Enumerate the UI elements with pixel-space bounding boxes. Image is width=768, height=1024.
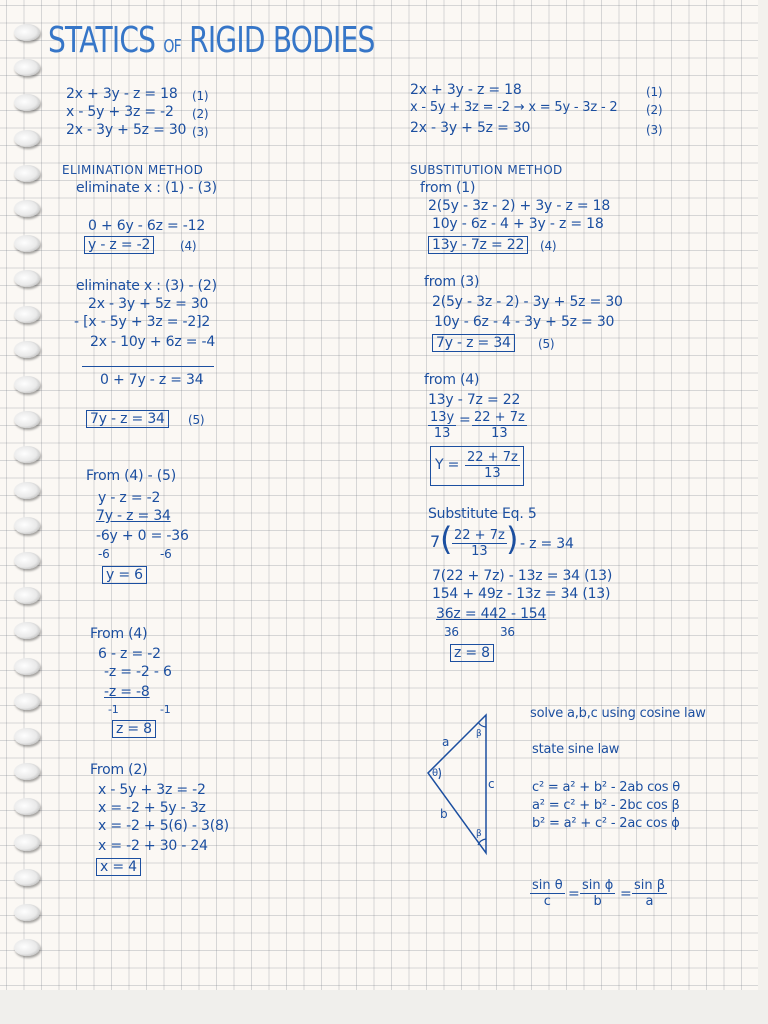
spiral-hole xyxy=(14,306,40,323)
right-eq-2: x - 5y + 3z = -2 → x = 5y - 3z - 2 xyxy=(410,100,618,115)
cosine-law-1: c² = a² + b² - 2ab cos θ xyxy=(532,780,681,795)
substitute-close-paren: ) xyxy=(506,520,519,558)
from45-divisor-right: -6 xyxy=(160,547,172,561)
sub-from4-rhs-denominator: 13 xyxy=(491,426,508,441)
from2-line-3: x = -2 + 5(6) - 3(8) xyxy=(98,818,229,834)
sub-from4-rhs-numerator: 22 + 7z xyxy=(474,410,525,425)
from-2-heading: From (2) xyxy=(90,762,148,778)
spiral-hole xyxy=(14,587,40,604)
sine-law-term-1-numerator: sin θ xyxy=(532,878,563,893)
sub-result-y-fraction xyxy=(465,450,520,481)
sub-result-y-lhs: Y = xyxy=(435,457,460,473)
sub-from3-line-1: 2(5y - 3z - 2) - 3y + 5z = 30 xyxy=(432,294,623,310)
elimination-step-1: eliminate x : (1) - (3) xyxy=(76,180,217,196)
substitute-line-2: 7(22 + 7z) - 13z = 34 (13) xyxy=(432,568,613,584)
sub-from4-line-1: 13y - 7z = 22 xyxy=(428,392,521,408)
right-eq-1-number: (1) xyxy=(646,85,663,99)
spiral-hole xyxy=(14,869,40,886)
elim-s2-line-3: 2x - 10y + 6z = -4 xyxy=(90,334,216,350)
spiral-hole xyxy=(14,939,40,956)
right-eq-1: 2x + 3y - z = 18 xyxy=(410,82,522,98)
sine-law-term-3-denominator: a xyxy=(645,894,654,909)
elimination-heading: ELIMINATION METHOD xyxy=(62,163,204,177)
spiral-hole xyxy=(14,693,40,710)
spiral-hole xyxy=(14,763,40,780)
substitute-divisor-left: 36 xyxy=(444,625,459,639)
elim-s2-divider xyxy=(82,366,214,367)
triangle-side-c: c xyxy=(488,777,495,791)
sub-result-7y-minus-z-number: (5) xyxy=(538,337,555,351)
elim-s1-line-1: 0 + 6y - 6z = -12 xyxy=(88,218,206,234)
from4-line-3: -z = -8 xyxy=(104,684,150,700)
substitute-denominator: 13 xyxy=(471,544,488,559)
note-state-sine-law: state sine law xyxy=(532,742,620,757)
spiral-hole xyxy=(14,834,40,851)
from45-line-2: 7y - z = 34 xyxy=(96,508,171,524)
substitute-coefficient: 7 xyxy=(430,532,440,551)
elim-result-y-minus-z-number: (4) xyxy=(180,239,197,253)
from4-divisor-left: -1 xyxy=(108,703,119,716)
page-right-edge xyxy=(758,0,768,1024)
sub-result-y-denominator: 13 xyxy=(484,466,501,481)
spiral-hole xyxy=(14,376,40,393)
spiral-hole xyxy=(14,200,40,217)
left-eq-3-number: (3) xyxy=(192,125,209,139)
elim-result-7y-minus-z-number: (5) xyxy=(188,413,205,427)
note-solve-cosine-law: solve a,b,c using cosine law xyxy=(530,706,706,721)
from4-divisor-right: -1 xyxy=(160,703,171,716)
sub-from4-rhs-fraction xyxy=(472,410,527,441)
spiral-hole xyxy=(14,517,40,534)
from2-line-2: x = -2 + 5y - 3z xyxy=(98,800,206,816)
sub-from4-lhs-denominator: 13 xyxy=(433,426,451,441)
result-z-equals-8-left: z = 8 xyxy=(112,720,156,738)
spiral-hole xyxy=(14,24,40,41)
spiral-hole xyxy=(14,658,40,675)
from-4-minus-5-heading: From (4) - (5) xyxy=(86,468,176,484)
sub-from-1-heading: from (1) xyxy=(420,180,476,196)
sub-result-y-numerator: 22 + 7z xyxy=(467,450,518,465)
substitute-rest: - z = 34 xyxy=(520,536,574,552)
sine-law-term-1-denominator: c xyxy=(543,894,551,909)
triangle-side-b: b xyxy=(440,807,448,821)
title-word-of: OF xyxy=(163,36,181,57)
sub-from4-equals: = xyxy=(459,412,471,428)
sub-from1-line-1: 2(5y - 3z - 2) + 3y - z = 18 xyxy=(428,198,611,214)
spiral-hole xyxy=(14,270,40,287)
spiral-hole xyxy=(14,59,40,76)
substitute-open-paren: ( xyxy=(440,520,453,558)
elim-s2-line-2: - [x - 5y + 3z = -2]2 xyxy=(74,314,211,330)
sine-law-term-3 xyxy=(632,878,667,909)
triangle-angle-beta-bottom: β xyxy=(476,829,482,839)
spiral-hole xyxy=(14,728,40,745)
spiral-hole xyxy=(14,94,40,111)
from2-line-1: x - 5y + 3z = -2 xyxy=(98,782,206,798)
sub-result-y-box xyxy=(430,446,524,486)
spiral-hole xyxy=(14,622,40,639)
right-triangle-diagram xyxy=(410,705,520,860)
from45-line-1: y - z = -2 xyxy=(98,490,161,506)
sub-from1-line-2: 10y - 6z - 4 + 3y - z = 18 xyxy=(432,216,604,232)
elim-s2-line-1: 2x - 3y + 5z = 30 xyxy=(88,296,209,312)
sine-law-term-3-numerator: sin β xyxy=(634,878,666,893)
spiral-hole xyxy=(14,904,40,921)
page-title xyxy=(48,20,374,68)
sine-law-term-2-denominator: b xyxy=(593,894,602,909)
spiral-hole xyxy=(14,165,40,182)
elim-s2-result: 0 + 7y - z = 34 xyxy=(100,372,204,388)
from-4-heading: From (4) xyxy=(90,626,148,642)
theta-angle-arc xyxy=(439,768,440,779)
cosine-law-3: b² = a² + c² - 2ac cos ϕ xyxy=(532,816,680,831)
substitute-line-4: 36z = 442 - 154 xyxy=(436,606,547,622)
right-eq-3: 2x - 3y + 5z = 30 xyxy=(410,120,531,136)
spiral-hole xyxy=(14,446,40,463)
right-eq-3-number: (3) xyxy=(646,123,663,137)
sine-law-term-2-numerator: sin ϕ xyxy=(582,878,614,893)
left-eq-2-number: (2) xyxy=(192,107,209,121)
triangle-angle-beta-top: β xyxy=(476,729,482,739)
from4-line-2: -z = -2 - 6 xyxy=(104,664,172,680)
spiral-hole xyxy=(14,341,40,358)
left-eq-3: 2x - 3y + 5z = 30 xyxy=(66,122,187,138)
sub-from4-lhs-fraction xyxy=(428,410,456,441)
substitute-fraction xyxy=(452,528,507,559)
elim-result-y-minus-z: y - z = -2 xyxy=(84,236,154,254)
from45-divisor-left: -6 xyxy=(98,547,110,561)
substitution-heading: SUBSTITUTION METHOD xyxy=(410,163,563,177)
sub-from-4-heading: from (4) xyxy=(424,372,480,388)
spiral-hole xyxy=(14,235,40,252)
title-word-statics: STATICS xyxy=(48,20,156,61)
sine-law-term-2 xyxy=(580,878,615,909)
sub-result-7y-minus-z: 7y - z = 34 xyxy=(432,334,515,352)
substitute-divisor-right: 36 xyxy=(500,625,515,639)
result-y-equals-6: y = 6 xyxy=(102,566,147,584)
spiral-hole xyxy=(14,411,40,428)
result-x-equals-4: x = 4 xyxy=(96,858,141,876)
sub-from3-line-2: 10y - 6z - 4 - 3y + 5z = 30 xyxy=(434,314,615,330)
title-word-rigid-bodies: RIGID BODIES xyxy=(189,20,375,61)
sub-result-13y-minus-7z-number: (4) xyxy=(540,239,557,253)
elim-result-7y-minus-z: 7y - z = 34 xyxy=(86,410,169,428)
right-eq-2-number: (2) xyxy=(646,103,663,117)
left-eq-1: 2x + 3y - z = 18 xyxy=(66,86,178,102)
substitute-numerator: 22 + 7z xyxy=(454,528,505,543)
sine-law-equals-2: = xyxy=(620,886,632,902)
triangle-angle-theta: θ xyxy=(432,768,438,779)
elimination-step-2: eliminate x : (3) - (2) xyxy=(76,278,217,294)
cosine-law-2: a² = c² + b² - 2bc cos β xyxy=(532,798,680,813)
triangle-side-a: a xyxy=(442,735,450,749)
from4-line-1: 6 - z = -2 xyxy=(98,646,161,662)
sub-from4-lhs-numerator: 13y xyxy=(430,410,455,425)
spiral-hole xyxy=(14,798,40,815)
result-z-equals-8-right: z = 8 xyxy=(450,644,494,662)
sine-law-equals-1: = xyxy=(568,886,580,902)
spiral-hole xyxy=(14,552,40,569)
page-bottom-edge xyxy=(0,990,768,1024)
left-eq-1-number: (1) xyxy=(192,89,209,103)
sub-from-3-heading: from (3) xyxy=(424,274,480,290)
from45-line-3: -6y + 0 = -36 xyxy=(96,528,189,544)
substitute-eq-5-heading: Substitute Eq. 5 xyxy=(428,506,537,522)
sub-result-13y-minus-7z: 13y - 7z = 22 xyxy=(428,236,528,254)
spiral-hole xyxy=(14,482,40,499)
left-eq-2: x - 5y + 3z = -2 xyxy=(66,104,174,120)
substitute-line-3: 154 + 49z - 13z = 34 (13) xyxy=(432,586,611,602)
spiral-hole xyxy=(14,130,40,147)
sine-law-term-1 xyxy=(530,878,565,909)
from2-line-4: x = -2 + 30 - 24 xyxy=(98,838,208,854)
